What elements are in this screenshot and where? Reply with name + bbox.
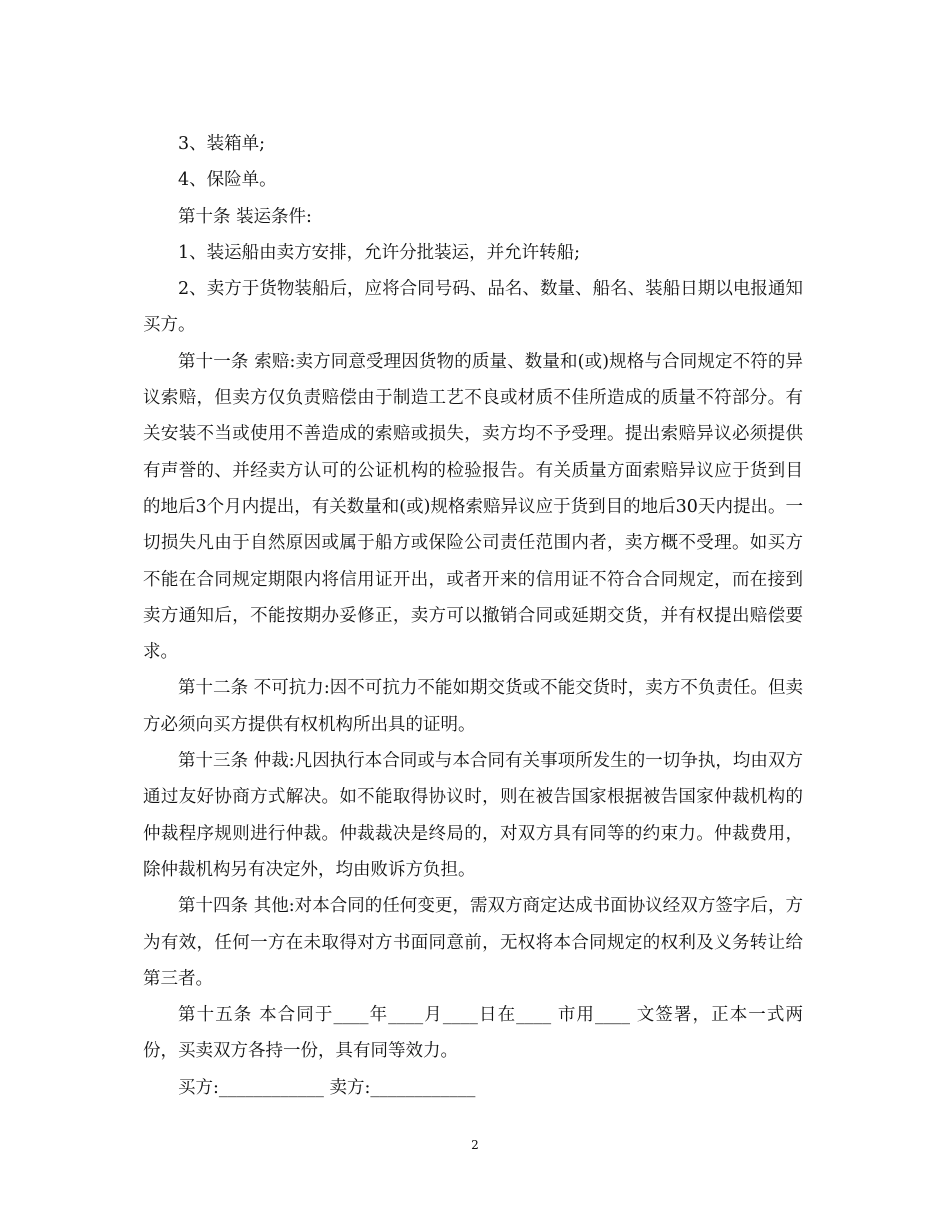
clause-insurance-policy: 4、保险单。 — [178, 170, 277, 191]
contract-body — [143, 126, 803, 1106]
clause-packing-list: 3、装箱单; — [178, 134, 266, 154]
article-10-heading: 第十条 装运条件: — [178, 206, 312, 227]
signature-line: 买方:____________ 卖方:____________ — [178, 1077, 476, 1098]
article-13-arbitration: 第十三条 仲裁:凡因执行本合同或与本合同有关事项所发生的一切争执，均由双方通过友好协商方式解决。如不能取得协议时，则在被告国家根据被告国家仲裁机构的仲裁程序规则进行仲裁。仲裁裁决是终局的，对双方具有同等的约束力。仲裁费用，除仲裁机构另有决定外，均由败诉方负担。 — [143, 751, 803, 880]
page-number: 2 — [471, 1138, 479, 1152]
article-11-claims: 第十一条 索赔:卖方同意受理因货物的质量、数量和(或)规格与合同规定不符的异议索赔，但卖方仅负责赔偿由于制造工艺不良或材质不佳所造成的质量不符部分。有关安装不当或使用不善造成的索赔或损失，卖方均不予受理。提出索赔异议必须提供有声誉的、并经卖方认可的公证机构的检验报告。有关质量方面索赔异议应于货到目的地后3个月内提出，有关数量和(或)规格索赔异议应于货到目的地后30天内提出。一切损失凡由于自然原因或属于船方或保险公司责任范围内者，卖方概不受理。如买方不能在合同规定期限内将信用证开出，或者开来的信用证不符合合同规定，而在接到卖方通知后，不能按期办妥修正，卖方可以撤销合同或延期交货，并有权提出赔偿要求。 — [143, 351, 803, 663]
article-14-other: 第十四条 其他:对本合同的任何变更，需双方商定达成书面协议经双方签字后，方为有效，任何一方在未取得对方书面同意前，无权将本合同规定的权利及义务转让给第三者。 — [143, 896, 803, 989]
article-10-item-1: 1、装运船由卖方安排，允许分批装运，并允许转船; — [178, 242, 581, 263]
article-15-signing: 第十五条 本合同于____年____月____日在____ 市用____ 文签署，正本一式两份，买卖双方各持一份，具有同等效力。 — [143, 1005, 803, 1062]
article-10-item-2: 2、卖方于货物装船后，应将合同号码、品名、数量、船名、装船日期以电报通知买方。 — [143, 279, 803, 336]
article-12-force-majeure: 第十二条 不可抗力:因不可抗力不能如期交货或不能交货时，卖方不负责任。但卖方必须向买方提供有权机构所出具的证明。 — [143, 678, 803, 735]
